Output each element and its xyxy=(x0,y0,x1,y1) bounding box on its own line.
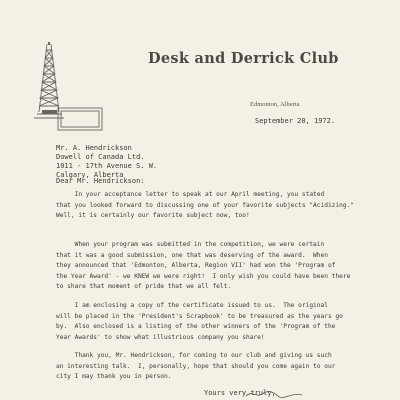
recipient-company: Dowell of Canada Ltd. xyxy=(56,153,145,161)
paragraph-line: an interesting talk. I, personally, hope that should you come again to our xyxy=(56,362,336,370)
recipient-name: Mr. A. Hendrickson xyxy=(56,144,132,152)
paragraph-line: In your acceptance letter to speak at our April meeting, you stated xyxy=(56,191,325,198)
paragraph-line: by. Also enclosed is a listing of the other winners of the 'Program of the xyxy=(56,323,336,331)
paragraph-line: Year Awards' to show what illustrious company you share! xyxy=(56,333,265,341)
letter-date: September 20, 1972. xyxy=(255,117,336,125)
paragraph-line: When your program was submitted in the competition, we were certain xyxy=(56,241,325,248)
paragraph-line: city I may thank you in person. xyxy=(56,373,172,381)
paragraph-1 xyxy=(56,190,372,222)
closing: Yours very truly, xyxy=(204,389,276,397)
signature-mark-icon xyxy=(244,388,304,400)
paragraph-line: Thank you, Mr. Hendrickson, for coming to our club and giving us such xyxy=(56,352,332,359)
paragraph-line: Well, it is certainly our favorite subject now, too! xyxy=(56,212,250,220)
paragraph-line: will be placed in the 'President's Scrapbook' to be treasured as the years go xyxy=(56,312,343,320)
recipient-street: 1011 - 17th Avenue S. W. xyxy=(56,162,158,170)
paragraph-3 xyxy=(56,301,372,343)
paragraph-line: the Year Award' - we KNEW we were right! I only wish you could have been there xyxy=(56,272,351,280)
club-location: Edmonton, Alberta xyxy=(250,101,300,108)
salutation: Dear Mr. Hendrickson: xyxy=(56,177,145,185)
paragraph-line: to share that moment of pride that we all felt. xyxy=(56,283,232,291)
paragraph-2 xyxy=(56,240,372,293)
club-name: Desk and Derrick Club xyxy=(148,50,339,67)
paragraph-line: I am enclosing a copy of the certificate issued to us. The original xyxy=(56,302,328,309)
paragraph-line: that it was a good submission, one that was deserving of the award. When xyxy=(56,251,328,259)
paragraph-4 xyxy=(56,351,372,383)
paragraph-line: that you looked forward to discussing one of your favorite subjects "Acidizing." xyxy=(56,201,355,209)
oil-derrick-logo-icon xyxy=(28,42,106,138)
recipient-city: Calgary, Alberta xyxy=(56,171,124,179)
paragraph-line: they announced that 'Edmonton, Alberta, Region VII' had won the 'Program of xyxy=(56,262,336,270)
